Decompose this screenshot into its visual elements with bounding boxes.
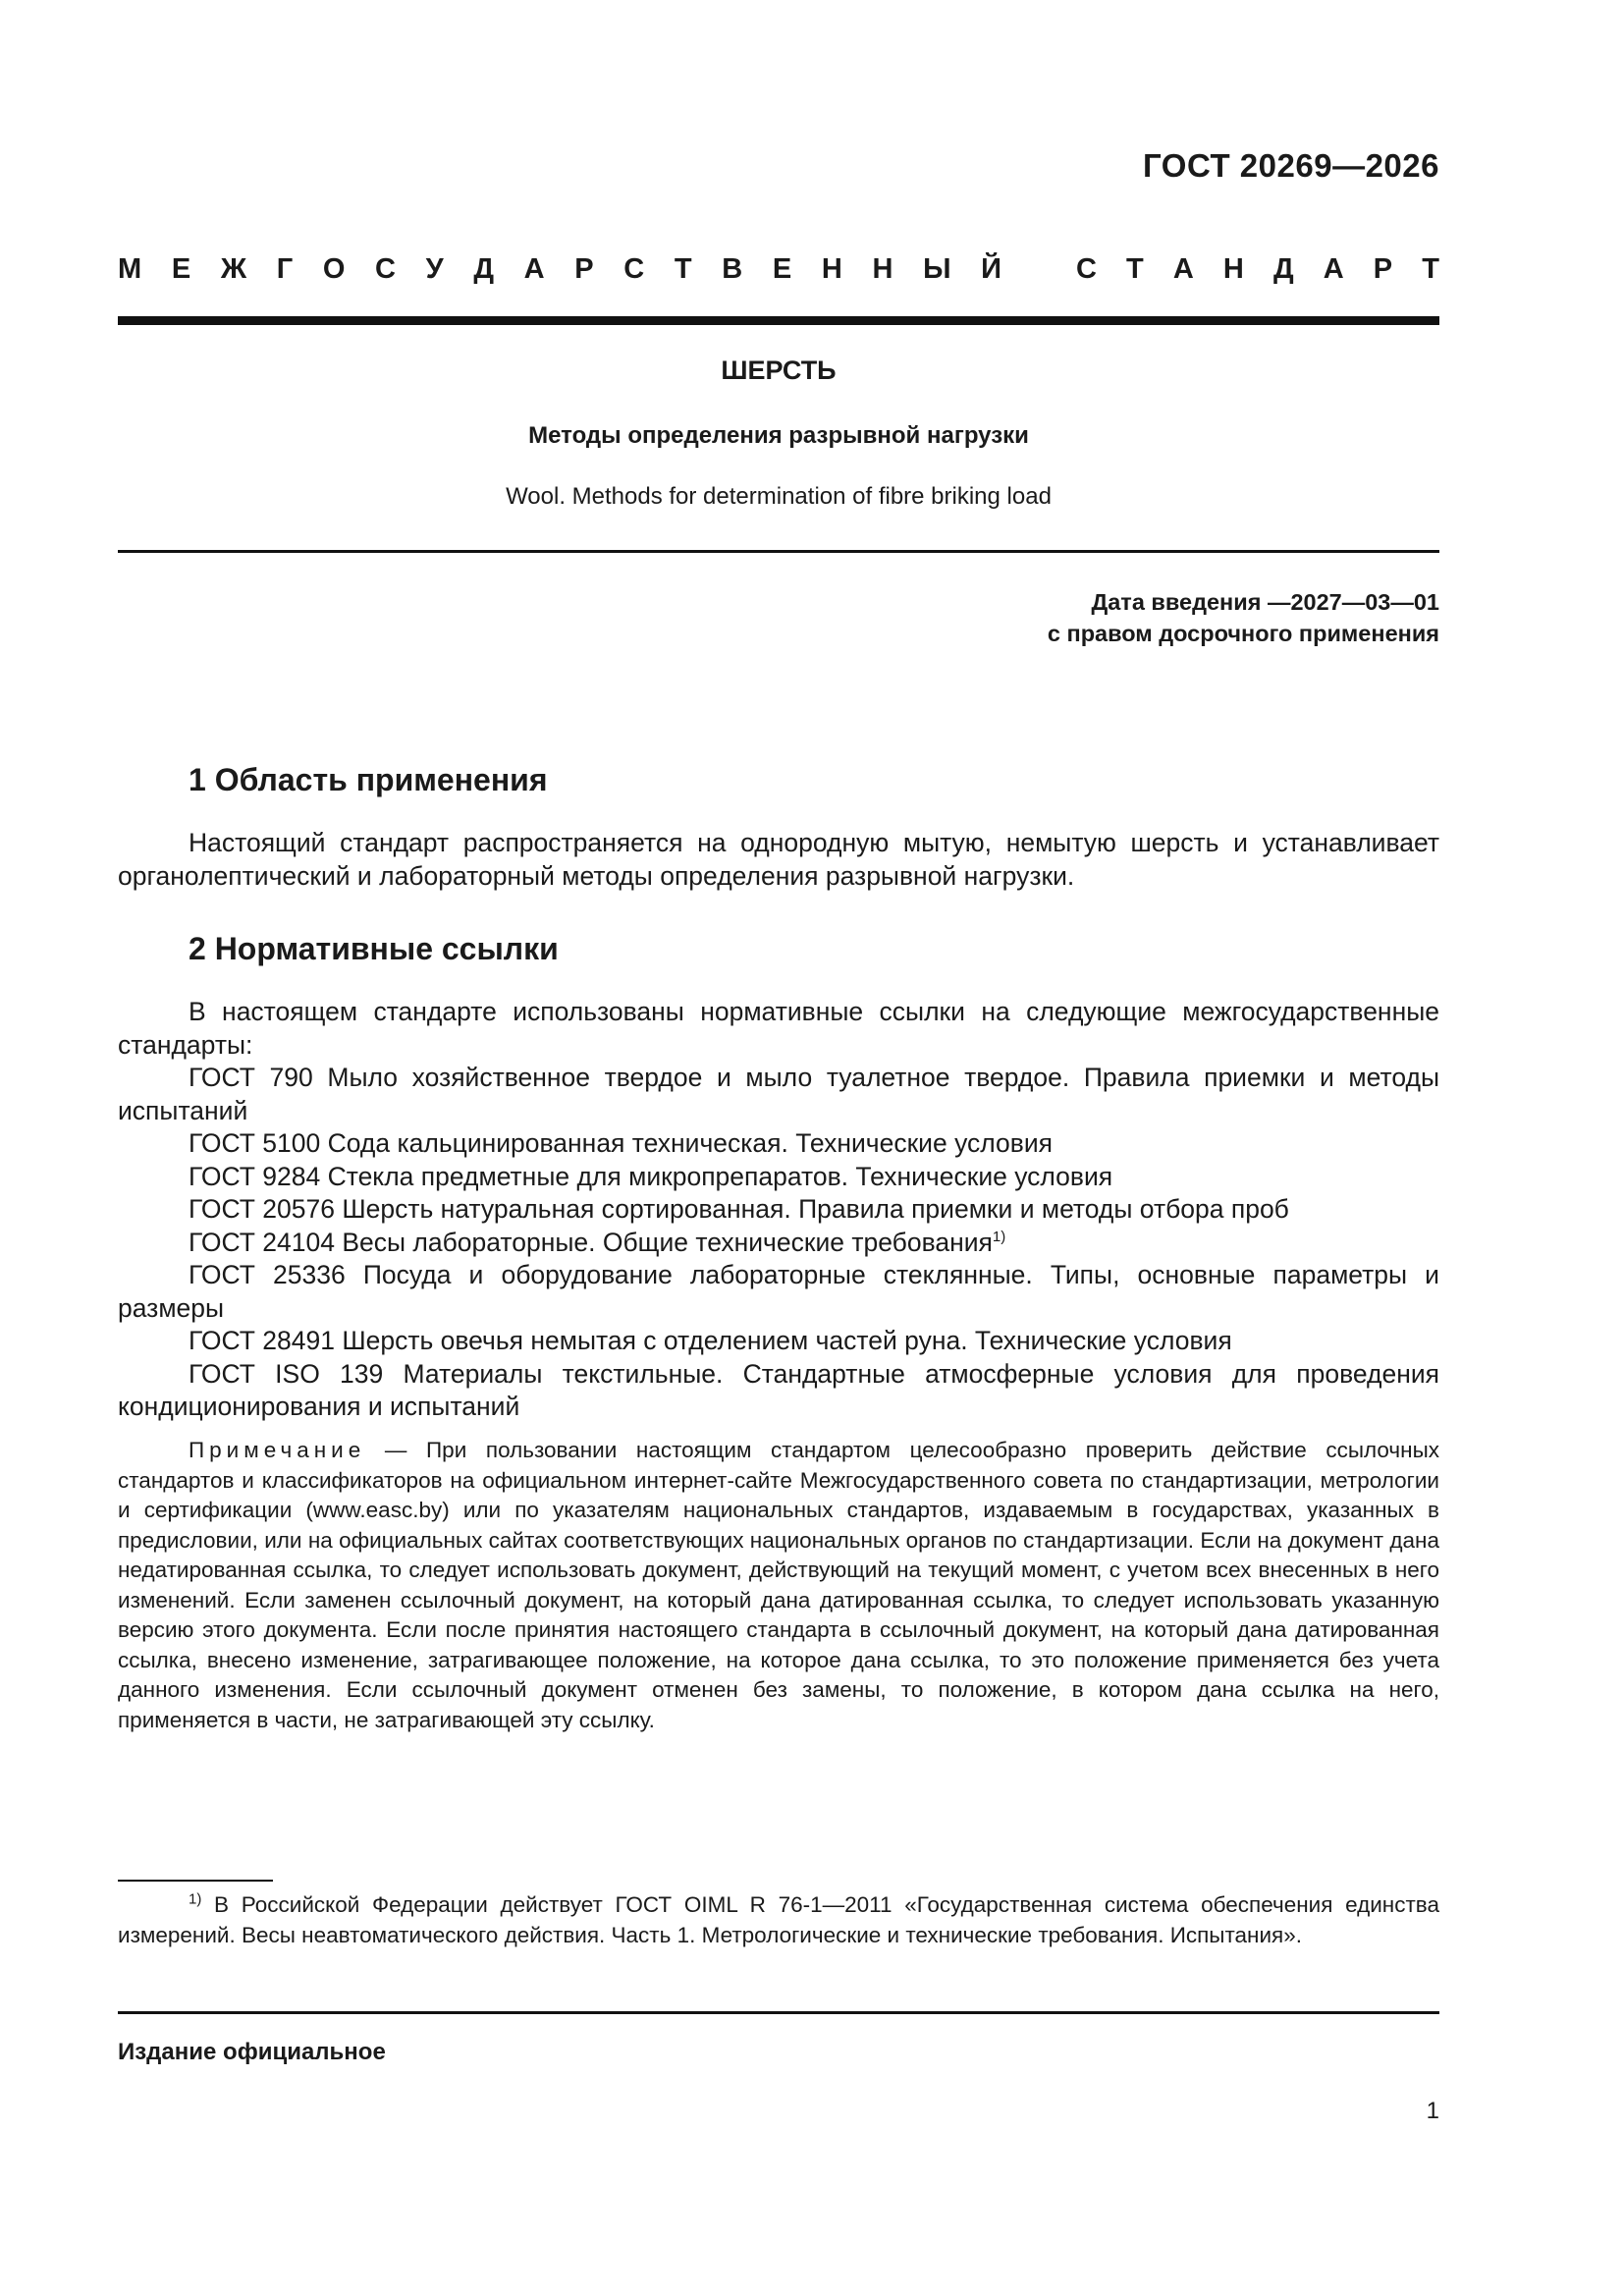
section-1-body [118,827,1439,893]
note-text: — При пользовании настоящим стандартом целесообразно проверить действие ссылочных стандартов и классификаторов на официальном интернет-сайте Межгосударственного совета по стандартизации, метрологии и сертификации (www.easc.by) или по указателям национальных стандартов, издаваемым в государствах, указанных в предисловии, или на официальных сайтах соответствующих национальных органов по стандартизации. Если на документ дана недатированная ссылка, то следует использовать документ, действующий на текущий момент, с учетом всех внесенных в него изменений. Если заменен ссылочный документ, на который дана датированная ссылка, то следует использовать указанную версию этого документа. Если после принятия настоящего стандарта в ссылочный документ, на который дана датированная ссылка, внесено изменение, затрагивающее положение, на которое дана ссылка, то это положение применяется без учета данного изменения. Если ссылочный документ отменен без замены, то положение, в котором дана ссылка на него, применяется в части, не затрагивающей эту ссылку. [118,1438,1439,1732]
footer-divider [118,2011,1439,2014]
section-2-body [118,996,1439,1424]
standard-type-word-1-letter: Д [473,253,495,285]
standard-type-word-1-letter: С [623,253,645,285]
reference-item: ГОСТ 20576 Шерсть натуральная сортированная. Правила приемки и методы отбора проб [189,1194,1289,1224]
standard-type-word-1-letter: О [322,253,346,285]
edition-label: Издание официальное [118,2039,386,2065]
standard-type-word-1-letter: Е [171,253,191,285]
standard-type-word-1-letter: С [375,253,396,285]
document-subtitle: Методы определения разрывной нагрузки [528,422,1029,449]
reference-item: ГОСТ 28491 Шерсть овечья немытая с отделением частей руна. Технические условия [189,1326,1232,1355]
standard-type-word-2-letter: Р [1373,253,1393,285]
standard-type-word-2-letter: Н [1222,253,1244,285]
footnote-mark: 1) [992,1228,1006,1245]
standard-type-word-1-letter: Ж [220,253,247,285]
footnote-divider [118,1880,273,1882]
section-1-heading: 1 Область применения [189,762,548,797]
standard-type-word-2-letter: А [1323,253,1344,285]
standard-number: ГОСТ 20269—2026 [1143,147,1439,184]
standard-type-word-1-letter: Т [674,253,692,285]
reference-item-with-footnote [118,1227,1439,1260]
page-number: 1 [1426,2098,1439,2124]
note-paragraph [118,1436,1439,1735]
reference-item: ГОСТ 790 Мыло хозяйственное твердое и мыло туалетное твердое. Правила приемки и методы испытаний [118,1063,1439,1125]
reference-item: ГОСТ ISO 139 Материалы текстильные. Стандартные атмосферные условия для проведения кондиционирования и испытаний [118,1358,1439,1421]
footnote-mark: 1) [189,1890,202,1908]
reference-item: ГОСТ 25336 Посуда и оборудование лабораторные стеклянные. Типы, основные параметры и размеры [118,1260,1439,1323]
standard-type-word-1-letter: Н [821,253,842,285]
introduction-date-line: Дата введения —2027—03—01 [1091,589,1439,615]
standard-type-word-2-letter: Д [1272,253,1294,285]
standard-type-word-1-letter: М [118,253,142,285]
standard-type-word-1-letter: Н [872,253,893,285]
note-label: Примечание [189,1438,366,1462]
footnote-text: В Российской Федерации действует ГОСТ OIML R 76-1—2011 «Государственная система обеспечения единства измерений. Весы неавтоматического действия. Часть 1. Метрологические и технические требования. Испытания». [118,1892,1439,1947]
reference-item: ГОСТ 9284 Стекла предметные для микропрепаратов. Технические условия [189,1161,1113,1191]
standard-type-word-1-letter: У [425,253,444,285]
reference-text: ГОСТ 24104 Весы лабораторные. Общие технические требования [189,1227,993,1257]
standard-type-word-1-letter: Е [772,253,792,285]
standard-type-word-2-letter: С [1076,253,1097,285]
reference-item: ГОСТ 5100 Сода кальцинированная техническая. Технические условия [189,1128,1053,1158]
standard-type-word-2-letter: Т [1126,253,1144,285]
standard-type-word-2-letter: А [1172,253,1194,285]
document-title: ШЕРСТЬ [721,355,837,385]
standard-type-word-1-letter: В [722,253,743,285]
standard-type-word-1-letter: Р [574,253,594,285]
document-page [118,0,1439,2296]
early-application-line: с правом досрочного применения [1047,621,1439,646]
standard-type-word-1-letter: Й [981,253,1001,285]
standard-type-word-1-letter: Г [276,253,294,285]
footnote [118,1890,1439,1950]
introduction-date [1048,586,1439,649]
standard-type-word-1 [118,253,1001,286]
section-2-intro: В настоящем стандарте использованы нормативные ссылки на следующие межгосударственные стандарты: [118,997,1439,1060]
header-divider [118,316,1439,325]
standard-type-word-2 [1076,253,1439,286]
section-1-paragraph: Настоящий стандарт распространяется на однородную мытую, немытую шерсть и устанавливает органолептический и лабораторный методы определения разрывной нагрузки. [118,828,1439,891]
standard-type-word-1-letter: Ы [923,253,951,285]
section-2-heading: 2 Нормативные ссылки [189,931,559,966]
standard-type-heading [118,253,1439,286]
document-title-english: Wool. Methods for determination of fibre briking load [506,483,1052,510]
title-divider [118,550,1439,553]
standard-type-word-1-letter: А [523,253,545,285]
standard-type-word-2-letter: Т [1422,253,1439,285]
